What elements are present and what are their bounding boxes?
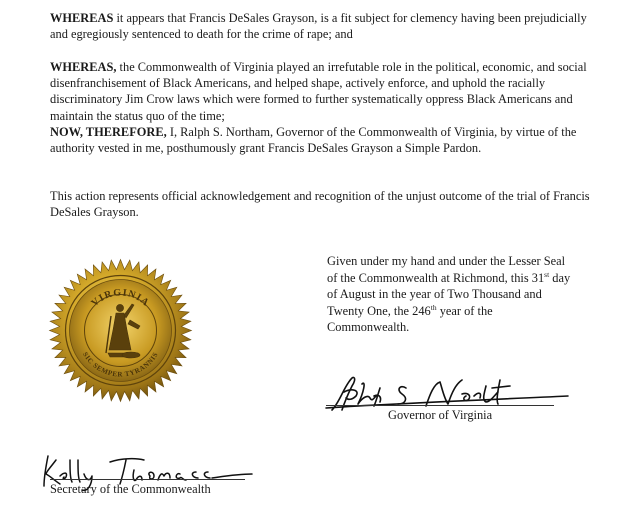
seal-bottom-lettering: SIC SEMPER TYRANNIS: [81, 350, 160, 379]
now-therefore-paragraph: [50, 124, 595, 156]
whereas-commonwealth-paragraph: [50, 59, 595, 124]
paragraph-text: This action represents official acknowledgement and recognition of the unjust outcome of the trial of Francis DeSales Grayson.: [50, 189, 590, 220]
ordinal-suffix: st: [544, 269, 550, 279]
secretary-title: Secretary of the Commonwealth: [50, 482, 211, 496]
paragraph-text: the Commonwealth of Virginia played an irrefutable role in the political, economic, and social disenfranchisement of Black Americans, and helped shape, actively enforce, and uphold the racially discriminatory Jim Crow laws which were formed to further systematically oppress Black Americans and maintain the status quo of the time;: [50, 60, 587, 123]
paragraph-text: it appears that Francis DeSales Grayson, is a fit subject for clemency having been prejudicially and egregiously sentenced to death for the crime of rape; and: [50, 11, 587, 42]
whereas-clemency-paragraph: [50, 10, 595, 42]
whereas-lead: WHEREAS: [50, 11, 114, 25]
secretary-signature-line: [50, 479, 245, 480]
given-under-hand-block: [327, 253, 577, 336]
ordinal-suffix: th: [430, 302, 437, 312]
lesser-seal-of-virginia: [48, 258, 193, 403]
now-therefore-lead: NOW, THEREFORE,: [50, 125, 167, 139]
governor-title: Governor of Virginia: [388, 408, 493, 422]
given-text-part: day of August in the year of Two Thousand and Twenty One, the 246: [327, 270, 571, 318]
acknowledgement-paragraph: [50, 188, 595, 220]
given-text-part: year of the Commonwealth.: [327, 303, 493, 335]
seal-top-lettering: VIRGINIA: [89, 287, 152, 310]
paragraph-text: I, Ralph S. Northam, Governor of the Commonwealth of Virginia, by virtue of the authority vested in me, posthumously grant Francis DeSales Grayson a Simple Pardon.: [50, 125, 577, 156]
whereas-lead: WHEREAS,: [50, 60, 117, 74]
given-text-part: Given under my hand and under the Lesser Seal of the Commonwealth at Richmond, this 31: [327, 254, 566, 285]
governor-signature-line: [326, 405, 554, 406]
